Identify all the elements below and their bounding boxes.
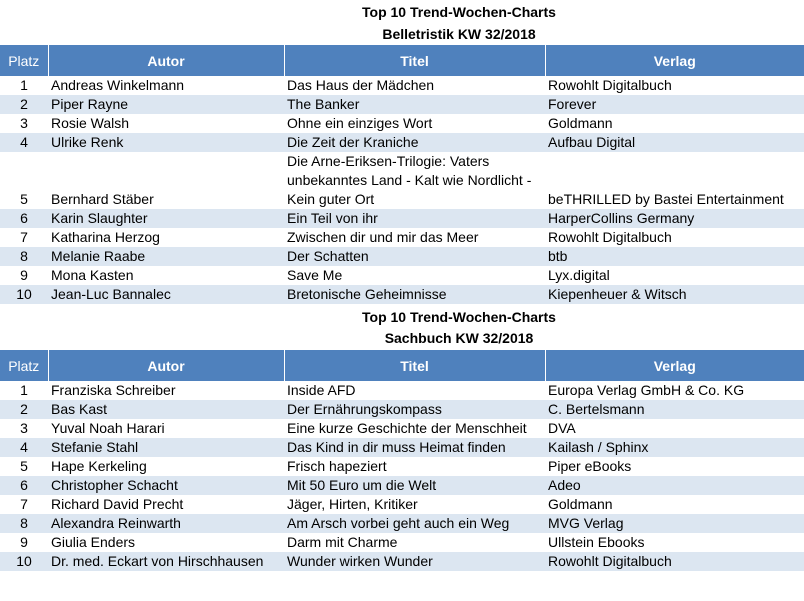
title-cell: Ohne ein einziges Wort <box>287 115 433 131</box>
publisher-cell: Adeo <box>545 476 804 495</box>
title-cell: Inside AFD <box>287 382 356 398</box>
author-cell: Karin Slaughter <box>48 209 284 228</box>
table-header-row <box>0 45 804 76</box>
table-row <box>0 266 804 285</box>
author-cell: Rosie Walsh <box>51 115 130 131</box>
title-cell: Darm mit Charme <box>287 534 398 550</box>
title-cell: Das Kind in dir muss Heimat finden <box>284 438 545 457</box>
author-cell: Mona Kasten <box>51 267 134 283</box>
table-row <box>0 552 804 571</box>
publisher-cell: DVA <box>548 420 576 436</box>
table-row <box>0 381 804 400</box>
table-row <box>0 133 804 152</box>
title-cell: Der Ernährungskompass <box>284 400 545 419</box>
publisher-cell: Kailash / Sphinx <box>545 438 804 457</box>
author-cell: Alexandra Reinwarth <box>48 514 284 533</box>
table-row <box>0 533 804 552</box>
header-verlag: Verlag <box>545 350 804 381</box>
author-cell: Bernhard Stäber <box>51 191 154 207</box>
rank-cell: 6 <box>0 476 48 495</box>
rank-cell: 10 <box>0 285 48 304</box>
table-row <box>0 228 804 247</box>
publisher-cell: HarperCollins Germany <box>545 209 804 228</box>
rank-cell: 7 <box>20 229 28 245</box>
belletristik-title: Top 10 Trend-Wochen-Charts <box>362 4 556 20</box>
rank-cell: 7 <box>20 496 28 512</box>
publisher-cell: Kiepenheuer & Witsch <box>545 285 804 304</box>
rank-cell: 1 <box>20 77 28 93</box>
author-cell: Piper Rayne <box>48 95 284 114</box>
header-verlag: Verlag <box>545 45 804 76</box>
rank-cell: 3 <box>20 420 28 436</box>
table-row <box>0 285 804 304</box>
table-row <box>0 76 804 95</box>
author-cell: Yuval Noah Harari <box>51 420 165 436</box>
author-cell: Andreas Winkelmann <box>51 77 185 93</box>
rank-cell: 5 <box>20 191 28 207</box>
author-cell: Melanie Raabe <box>48 247 284 266</box>
publisher-cell: Rowohlt Digitalbuch <box>545 552 804 571</box>
sachbuch-table <box>0 350 804 571</box>
rank-cell: 4 <box>0 438 48 457</box>
author-cell: Franziska Schreiber <box>51 382 176 398</box>
publisher-cell: Rowohlt Digitalbuch <box>548 77 672 93</box>
author-cell: Dr. med. Eckart von Hirschhausen <box>48 552 284 571</box>
publisher-cell: btb <box>545 247 804 266</box>
rank-cell: 2 <box>0 95 48 114</box>
rank-cell: 1 <box>20 382 28 398</box>
table-row <box>0 438 804 457</box>
header-titel: Titel <box>284 45 545 76</box>
publisher-cell: Forever <box>545 95 804 114</box>
title-cell: Die Zeit der Kraniche <box>284 133 545 152</box>
author-cell: Bas Kast <box>48 400 284 419</box>
title-cell: Save Me <box>287 267 343 283</box>
table-row <box>0 247 804 266</box>
rank-cell: 9 <box>20 534 28 550</box>
table-row <box>0 495 804 514</box>
title-cell: Zwischen dir und mir das Meer <box>287 229 479 245</box>
publisher-cell: Goldmann <box>548 496 613 512</box>
rank-cell: 2 <box>0 400 48 419</box>
author-cell: Stefanie Stahl <box>48 438 284 457</box>
table-row <box>0 400 804 419</box>
table-header-row <box>0 350 804 381</box>
table-row <box>0 152 804 209</box>
rank-cell: 3 <box>20 115 28 131</box>
belletristik-subtitle: Belletristik KW 32/2018 <box>382 26 536 42</box>
title-cell: Bretonische Geheimnisse <box>284 285 545 304</box>
publisher-cell: Ullstein Ebooks <box>548 534 645 550</box>
table-row <box>0 209 804 228</box>
author-cell: Jean-Luc Bannalec <box>48 285 284 304</box>
header-autor: Autor <box>48 45 284 76</box>
table-row <box>0 95 804 114</box>
rank-cell: 8 <box>0 514 48 533</box>
rank-cell: 9 <box>20 267 28 283</box>
sachbuch-title: Top 10 Trend-Wochen-Charts <box>362 309 556 325</box>
title-cell: Die Arne-Eriksen-Trilogie: Vaters unbekanntes Land - Kalt wie Nordlicht - Kein guter Ort <box>287 153 532 207</box>
header-platz: Platz <box>0 45 48 76</box>
table-row <box>0 457 804 476</box>
publisher-cell: Lyx.digital <box>548 267 610 283</box>
author-cell: Hape Kerkeling <box>51 458 147 474</box>
publisher-cell: Aufbau Digital <box>545 133 804 152</box>
title-cell: Jäger, Hirten, Kritiker <box>287 496 418 512</box>
author-cell: Ulrike Renk <box>48 133 284 152</box>
publisher-cell: C. Bertelsmann <box>545 400 804 419</box>
table-row <box>0 514 804 533</box>
author-cell: Katharina Herzog <box>51 229 160 245</box>
title-cell: Am Arsch vorbei geht auch ein Weg <box>284 514 545 533</box>
author-cell: Richard David Precht <box>51 496 184 512</box>
table-row <box>0 114 804 133</box>
publisher-cell: Rowohlt Digitalbuch <box>548 229 672 245</box>
title-cell: Wunder wirken Wunder <box>284 552 545 571</box>
title-cell: The Banker <box>284 95 545 114</box>
title-cell: Eine kurze Geschichte der Menschheit <box>287 420 527 436</box>
rank-cell: 4 <box>0 133 48 152</box>
rank-cell: 8 <box>0 247 48 266</box>
rank-cell: 5 <box>20 458 28 474</box>
table-row <box>0 476 804 495</box>
publisher-cell: MVG Verlag <box>545 514 804 533</box>
header-titel: Titel <box>284 350 545 381</box>
header-platz: Platz <box>0 350 48 381</box>
title-cell: Frisch hapeziert <box>287 458 387 474</box>
title-cell: Der Schatten <box>284 247 545 266</box>
rank-cell: 10 <box>0 552 48 571</box>
title-cell: Mit 50 Euro um die Welt <box>284 476 545 495</box>
header-autor: Autor <box>48 350 284 381</box>
author-cell: Giulia Enders <box>51 534 136 550</box>
rank-cell: 6 <box>0 209 48 228</box>
publisher-cell: beTHRILLED by Bastei Entertainment <box>548 191 784 207</box>
table-row <box>0 419 804 438</box>
publisher-cell: Piper eBooks <box>548 458 632 474</box>
publisher-cell: Goldmann <box>548 115 613 131</box>
author-cell: Christopher Schacht <box>48 476 284 495</box>
belletristik-table <box>0 45 804 304</box>
sachbuch-subtitle: Sachbuch KW 32/2018 <box>384 330 534 346</box>
publisher-cell: Europa Verlag GmbH & Co. KG <box>548 382 745 398</box>
title-cell: Das Haus der Mädchen <box>287 77 435 93</box>
title-cell: Ein Teil von ihr <box>284 209 545 228</box>
